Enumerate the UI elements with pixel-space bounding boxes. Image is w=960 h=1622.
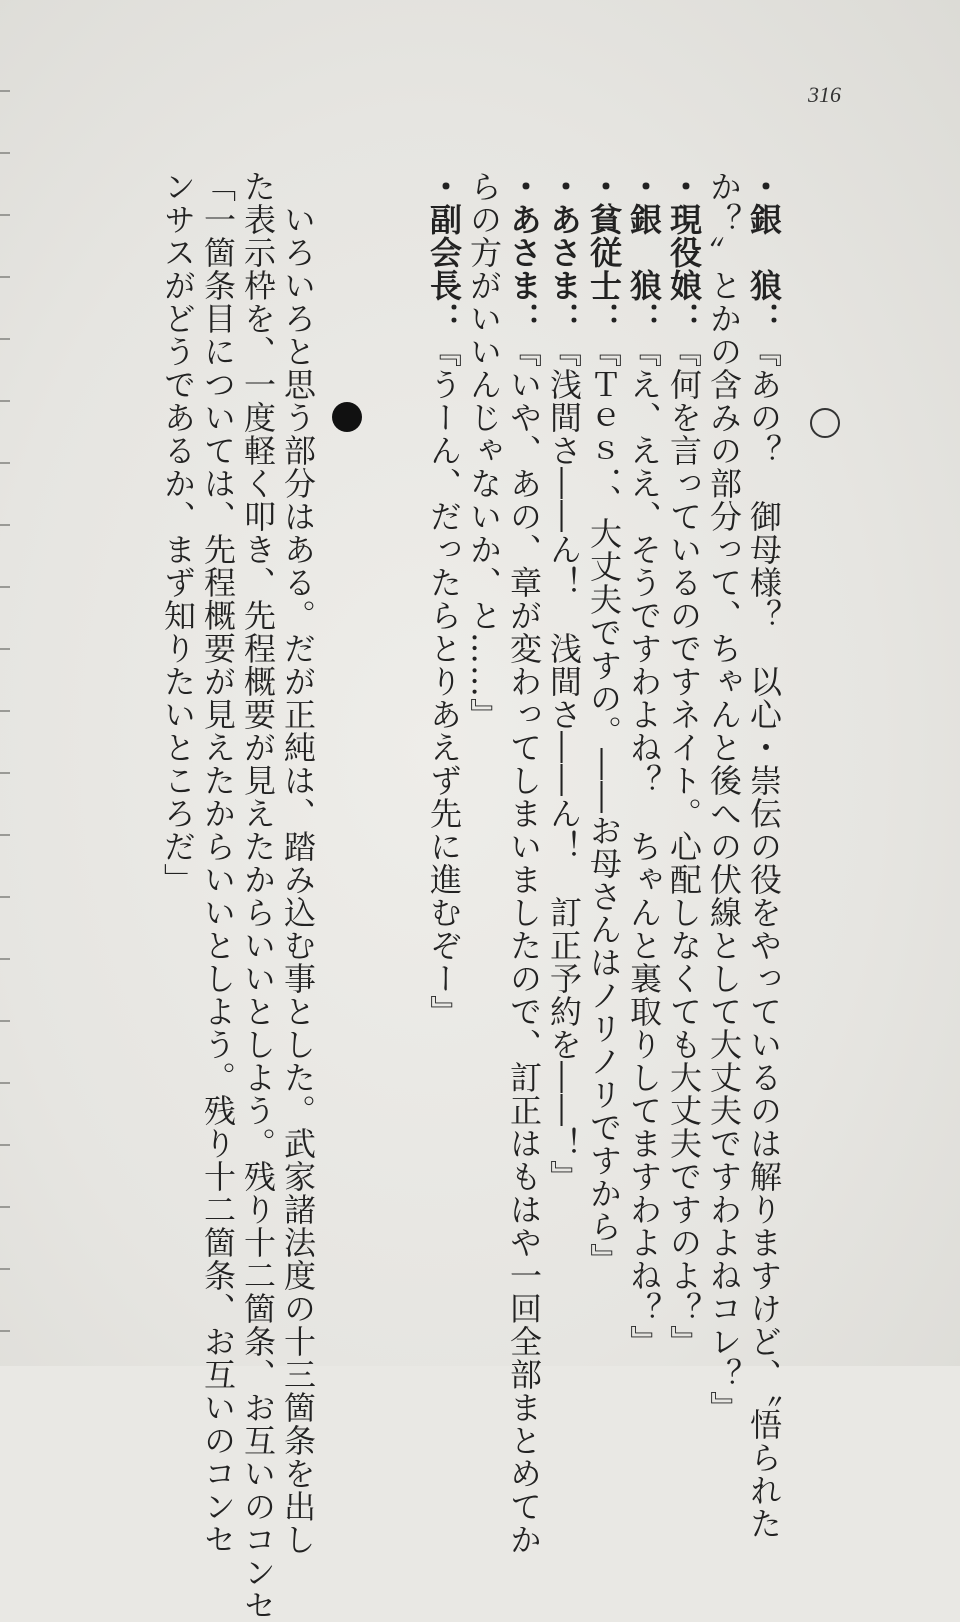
binding-tick	[0, 834, 10, 836]
binding-tick	[0, 710, 10, 712]
column-text: 『うーん、だったらとりあえず先に進むぞー』	[425, 335, 463, 1028]
text-column	[238, 170, 278, 1622]
speaker-label: ・銀 狼：	[625, 170, 663, 335]
binding-tick	[0, 1268, 10, 1270]
binding-edge	[0, 0, 14, 1366]
page-number: 316	[808, 82, 841, 107]
binding-tick	[0, 276, 10, 278]
column-text: 『あの？ 御母様？ 以心・崇伝の役をやっているのは解りますけど、〝悟られた	[745, 335, 783, 1540]
column-text: らの方がいいんじゃないか、と……』	[465, 170, 503, 731]
text-column	[544, 170, 584, 1290]
binding-tick	[0, 462, 10, 464]
section-dot-icon	[332, 402, 362, 432]
binding-tick	[0, 958, 10, 960]
column-text: 『いや、あの、章が変わってしまいましたので、訂正はもはや一回全部まとめてか	[505, 335, 543, 1556]
column-text: 『え、ええ、そうですわよね？ ちゃんと裏取りしてますわよね？』	[625, 335, 663, 1358]
binding-tick	[0, 400, 10, 402]
binding-tick	[0, 1144, 10, 1146]
binding-tick	[0, 90, 10, 92]
column-text: た表示枠を、一度軽く叩き、先程概要が見えたからいいとしよう。残り十二箇条、お互いのコンセ	[239, 170, 277, 1622]
binding-tick	[0, 896, 10, 898]
binding-tick	[0, 648, 10, 650]
text-column	[584, 170, 624, 1290]
column-text: 『浅間さ――ん！ 浅間さ――ん！ 訂正予約を――！』	[545, 335, 583, 1193]
column-text: 『Ｔｅｓ．、大丈夫ですの。――お母さんはノリノリですから』	[585, 335, 623, 1276]
binding-tick	[0, 338, 10, 340]
speaker-label: ・あさま：	[505, 170, 543, 335]
text-column	[704, 170, 744, 1424]
binding-tick	[0, 1020, 10, 1022]
column-text: いろいろと思う部分はある。だが正純は、踏み込む事とした。武家諸法度の十三箇条を出し	[279, 170, 317, 1556]
text-column	[198, 170, 238, 1556]
text-column	[424, 170, 464, 1290]
column-text: 「一箇条目については、先程概要が見えたからいいとしよう。残り十二箇条、お互いのコンセ	[199, 170, 237, 1556]
binding-tick	[0, 1330, 10, 1332]
text-column	[504, 170, 544, 1556]
binding-tick	[0, 152, 10, 154]
binding-tick	[0, 586, 10, 588]
binding-tick	[0, 524, 10, 526]
binding-tick	[0, 1206, 10, 1208]
column-text: ンサスがどうであるか、まず知りたいところだ」	[159, 170, 197, 896]
column-text: か？〟とかの含みの部分って、ちゃんと後への伏線として大丈夫ですわよねコレ？』	[705, 170, 743, 1424]
speaker-label: ・あさま：	[545, 170, 583, 335]
binding-tick	[0, 214, 10, 216]
speaker-label: ・現役娘：	[665, 170, 703, 335]
text-column	[278, 170, 318, 1556]
text-column	[744, 170, 784, 1540]
column-text: 『何を言っているのですネイト。心配しなくても大丈夫ですのよ？』	[665, 335, 703, 1358]
section-circle-icon	[810, 408, 840, 438]
text-column	[624, 170, 664, 1358]
speaker-label: ・副会長：	[425, 170, 463, 335]
speaker-label: ・銀 狼：	[745, 170, 783, 335]
text-column	[664, 170, 704, 1358]
text-column	[158, 170, 198, 1290]
binding-tick	[0, 772, 10, 774]
speaker-label: ・貧従士：	[585, 170, 623, 335]
binding-tick	[0, 1082, 10, 1084]
text-column	[464, 170, 504, 1290]
